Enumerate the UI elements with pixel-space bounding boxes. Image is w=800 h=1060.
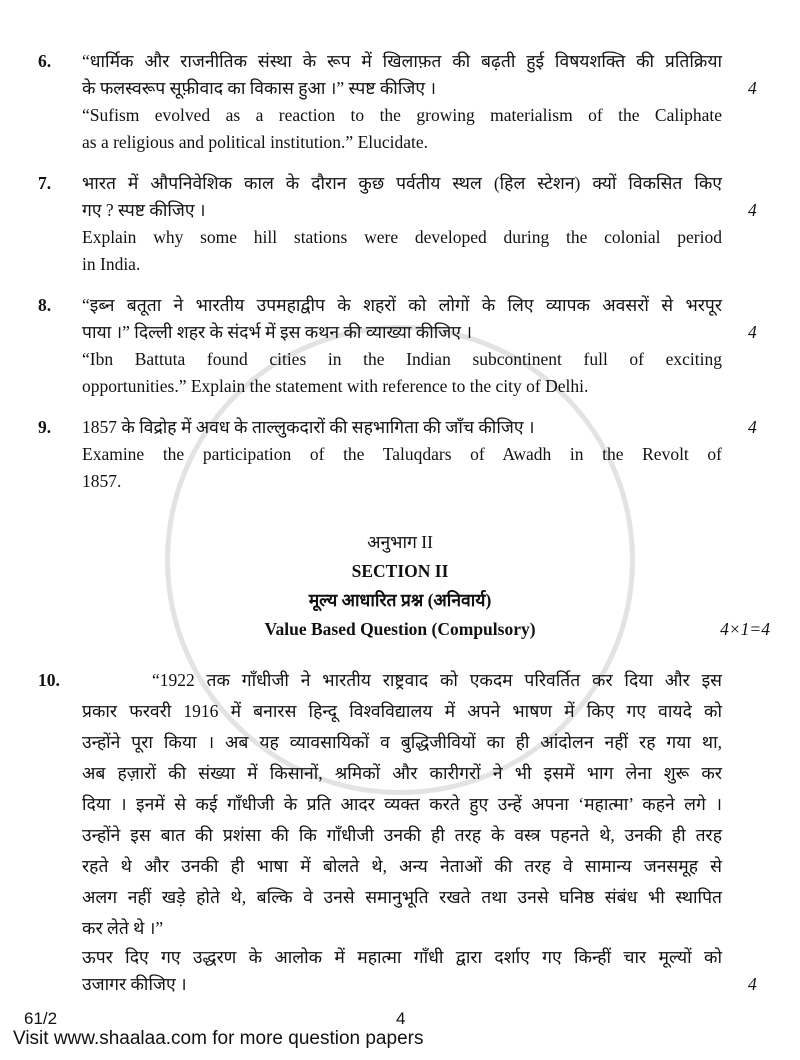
english-text: opportunities.” Explain the statement with reference to the city of Delhi. — [82, 376, 589, 396]
marks: 4 — [748, 200, 757, 220]
paper-code: 61/2 — [24, 1009, 58, 1028]
page-number: 4 — [396, 1009, 406, 1028]
question-text: ऊपर दिए गए उद्धरण के आलोक में महात्मा गाँधी द्वारा दर्शाए गए किन्हीं चार मूल्यों को — [82, 947, 722, 967]
english-text: Examine the participation of the Taluqdars of Awadh in the Revolt of — [82, 444, 722, 464]
question-text: उजागर कीजिए । — [82, 974, 187, 994]
english-text: Explain why some hill stations were developed during the colonial period — [82, 227, 722, 247]
question-10 — [0, 669, 800, 995]
question-8 — [0, 294, 800, 397]
section-marks: 4×1=4 — [720, 619, 770, 639]
english-text: “Sufism evolved as a reaction to the growing materialism of the Caliphate — [82, 105, 722, 125]
english-text: as a religious and political institution.” Elucidate. — [82, 132, 429, 152]
marks: 4 — [748, 974, 757, 994]
passage-line: उन्होंने इस बात की प्रशंसा की कि गाँधीजी उनकी ही तरह के वस्त्र पहनते थे, उनकी ही तरह — [82, 825, 722, 845]
hindi-text: 1857 के विद्रोह में अवध के ताल्लुकदारों की सहभागिता की जाँच कीजिए । — [82, 417, 535, 437]
passage-line: अब हज़ारों की संख्या में किसानों, श्रमिकों और कारीगरों ने भी इसमें भाग लेना शुरू कर — [82, 763, 722, 783]
hindi-text: भारत में औपनिवेशिक काल के दौरान कुछ पर्वतीय स्थल (हिल स्टेशन) क्यों विकसित किए — [82, 173, 722, 193]
passage-line: “1922 तक गाँधीजी ने भारतीय राष्ट्रवाद को एकदम परिवर्तित कर दिया और इस — [152, 670, 722, 690]
english-text: “Ibn Battuta found cities in the Indian subcontinent full of exciting — [82, 349, 722, 369]
english-text: in India. — [82, 254, 141, 274]
passage-line: दिया । इनमें से कई गाँधीजी के प्रति आदर व्यक्त करते हुए उन्हें अपना ‘महात्मा’ कहने लगे । — [82, 794, 722, 814]
visit-link[interactable]: Visit www.shaalaa.com for more question papers — [13, 1028, 424, 1049]
english-text: 1857. — [82, 471, 122, 491]
question-number: 10. — [38, 670, 60, 690]
passage-line: अलग नहीं खड़े होते थे, बल्कि वे उनसे समानुभूति रखते तथा उनसे घनिष्ठ संबंध भी स्थापित — [82, 887, 722, 907]
marks: 4 — [748, 322, 757, 342]
passage-line: कर लेते थे ।” — [82, 918, 164, 938]
section-subtitle: Value Based Question (Compulsory) — [264, 619, 536, 639]
section-hindi-title: अनुभाग II — [367, 532, 433, 552]
marks: 4 — [748, 78, 757, 98]
hindi-text: “धार्मिक और राजनीतिक संस्था के रूप में खिलाफ़त की बढ़ती हुई विषयशक्ति की प्रतिक्रिया — [82, 51, 722, 71]
hindi-text: के फलस्वरूप सूफ़ीवाद का विकास हुआ ।” स्पष्ट कीजिए । — [82, 78, 437, 98]
question-number: 9. — [38, 417, 52, 437]
section-title: SECTION II — [351, 561, 449, 581]
marks: 4 — [748, 417, 757, 437]
question-number: 7. — [38, 173, 52, 193]
hindi-text: गए ? स्पष्ट कीजिए । — [82, 200, 206, 220]
passage-line: उन्होंने पूरा किया । अब यह व्यावसायिकों व बुद्धिजीवियों का ही आंदोलन नहीं रह गया था, — [82, 732, 722, 752]
hindi-text: “इब्न बतूता ने भारतीय उपमहाद्वीप के शहरों को लोगों के लिए व्यापक अवसरों से भरपूर — [82, 295, 722, 315]
question-9 — [0, 416, 800, 492]
question-number: 8. — [38, 295, 52, 315]
question-7 — [0, 172, 800, 275]
question-6 — [0, 50, 800, 153]
passage-line: प्रकार फरवरी 1916 में बनारस हिन्दू विश्वविद्यालय में अपने भाषण में किए गए वायदे को — [82, 701, 722, 721]
section-header — [0, 531, 800, 640]
passage-line: रहते थे और उनकी ही भाषा में बोलते थे, अन्य नेताओं की तरह वे सामान्य जनसमूह से — [82, 856, 722, 876]
hindi-text: पाया ।” दिल्ली शहर के संदर्भ में इस कथन की व्याख्या कीजिए । — [82, 322, 472, 342]
question-number: 6. — [38, 51, 52, 71]
section-hindi-subtitle: मूल्य आधारित प्रश्न (अनिवार्य) — [308, 590, 492, 610]
